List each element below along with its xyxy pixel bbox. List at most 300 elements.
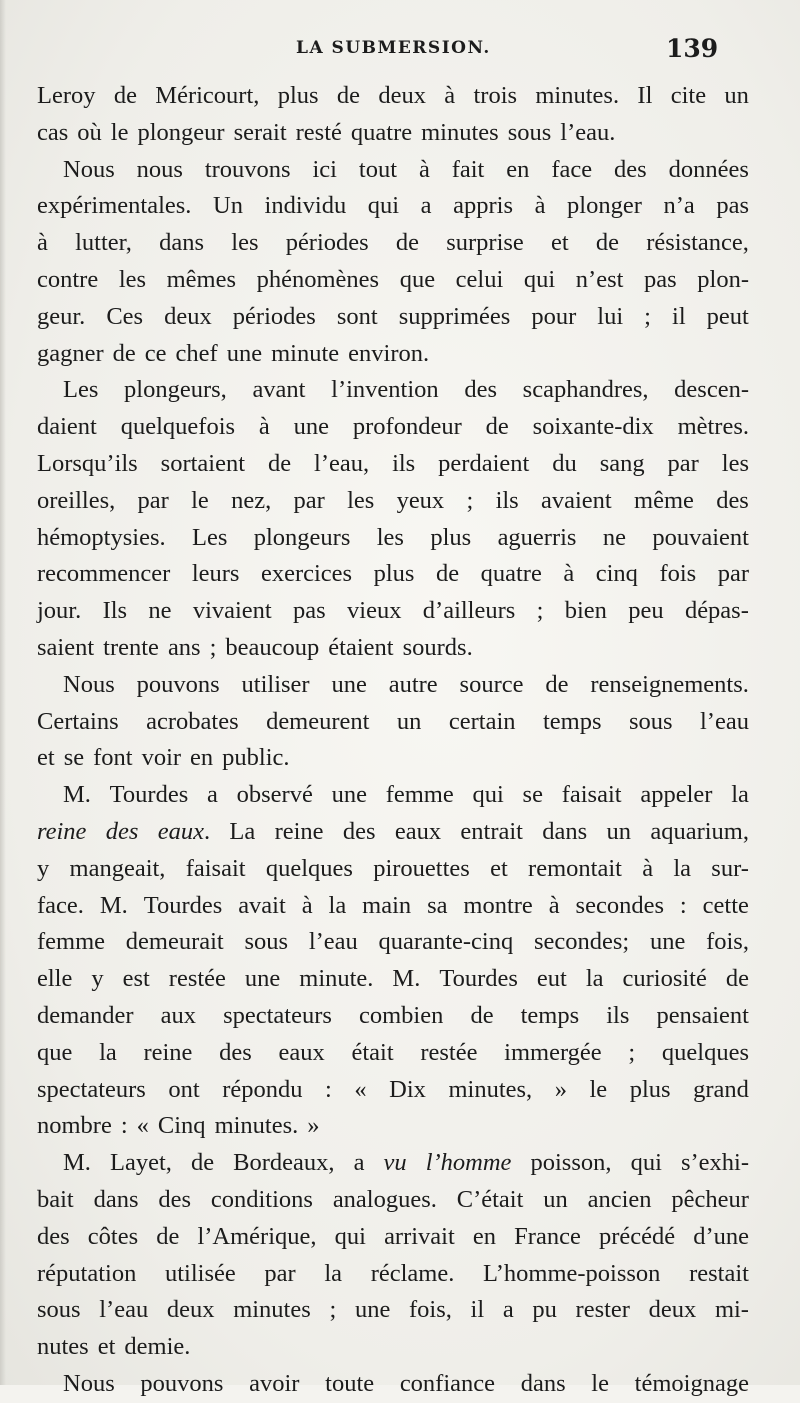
word: l’homme — [425, 1149, 512, 1177]
page-number: 139 — [666, 34, 719, 63]
word: entrait — [460, 817, 523, 845]
word: de — [470, 1001, 494, 1029]
word: pu — [532, 1296, 557, 1324]
word: soixante-dix — [532, 413, 654, 441]
word: était — [351, 1038, 394, 1066]
word: perdaient — [438, 449, 530, 477]
text-line — [37, 1072, 749, 1109]
word: montre — [463, 891, 533, 919]
word: M. — [392, 965, 421, 993]
word: secondes; — [533, 928, 630, 956]
word: pêcheur — [671, 1185, 749, 1213]
word: reine — [143, 1038, 193, 1066]
word: pouvaient — [652, 523, 749, 551]
word: pensaient — [656, 1001, 749, 1029]
word: demie. — [124, 1333, 191, 1361]
word: mètres. — [677, 413, 749, 441]
word: l’Amérique, — [197, 1222, 317, 1250]
text-line — [37, 704, 749, 741]
word: Nous — [63, 1369, 115, 1397]
word: resté — [295, 118, 342, 146]
word: appeler — [640, 781, 713, 809]
word: ; — [466, 486, 474, 514]
word: pirouettes — [373, 854, 470, 882]
word: oreilles, — [37, 486, 116, 514]
word: demeurait — [125, 928, 224, 956]
word: a — [502, 1296, 514, 1324]
word: de — [595, 229, 620, 257]
word: M. — [99, 891, 128, 919]
body-text — [37, 78, 749, 1403]
word: cite — [670, 82, 707, 109]
word: certain — [448, 707, 516, 735]
word: un — [543, 1185, 568, 1213]
word: ; — [329, 1296, 337, 1324]
word: temps — [542, 707, 602, 735]
word: conditions — [210, 1185, 313, 1213]
word: à — [258, 413, 270, 441]
word: descen- — [674, 376, 749, 404]
word: ils — [606, 1001, 630, 1029]
word: supprimées — [398, 302, 511, 330]
word: un — [396, 707, 422, 735]
word: plus — [430, 523, 472, 551]
word: avait — [238, 891, 286, 919]
word: ici — [312, 155, 337, 183]
word: a — [353, 1149, 365, 1177]
word: ancien — [587, 1185, 652, 1213]
word: hémoptysies. — [37, 523, 166, 551]
text-line — [37, 1145, 749, 1182]
word: s’exhi- — [680, 1149, 749, 1177]
text-line — [37, 1035, 749, 1072]
word: Layet, — [109, 1149, 172, 1177]
word: minute. — [299, 965, 374, 993]
word: mêmes — [166, 265, 237, 293]
word: d’ailleurs — [422, 597, 516, 625]
word: ce — [144, 339, 167, 367]
word: l’eau — [99, 1296, 149, 1324]
word: des — [614, 155, 647, 183]
word: des — [219, 1038, 252, 1066]
word: plus — [373, 560, 415, 588]
word: contre — [37, 265, 99, 293]
word: tout — [358, 155, 398, 183]
word: l’eau — [700, 707, 749, 735]
word: des — [37, 1222, 70, 1250]
word: périodes — [285, 229, 369, 257]
word: à — [301, 891, 313, 919]
word: des — [342, 817, 376, 845]
word: et — [37, 744, 55, 772]
word: du — [552, 449, 577, 477]
text-line — [37, 1256, 749, 1293]
word: deux — [378, 82, 426, 109]
word: une — [331, 781, 367, 809]
word: côtes — [87, 1222, 139, 1250]
word: toute — [325, 1369, 375, 1397]
word: par — [667, 449, 699, 477]
word: étaient — [328, 633, 394, 661]
word: minutes — [233, 1296, 311, 1324]
word: restée — [420, 1038, 478, 1066]
word: sang — [599, 449, 645, 477]
word: deux — [164, 302, 212, 330]
text-line — [37, 851, 749, 888]
word: minutes. — [214, 1112, 299, 1140]
running-title: LA SUBMERSION. — [296, 38, 491, 58]
word: deux — [166, 1296, 215, 1324]
word: analogues. — [332, 1185, 437, 1213]
word: se — [522, 781, 543, 809]
word: cette — [702, 891, 749, 919]
word: de — [725, 965, 749, 993]
word: plongeurs, — [124, 376, 227, 404]
word: de — [112, 339, 136, 367]
word: à — [444, 82, 456, 109]
word: nombre — [37, 1112, 112, 1140]
word: leurs — [191, 560, 240, 588]
word: sous — [37, 1296, 81, 1324]
word: individu — [264, 192, 347, 220]
word: fois, — [408, 1296, 452, 1324]
word: aquarium, — [650, 817, 749, 845]
text-line — [37, 1219, 749, 1256]
word: la — [673, 854, 692, 882]
word: fait — [451, 155, 485, 183]
word: le — [589, 1075, 608, 1103]
word: appris — [453, 192, 513, 220]
word: face. — [37, 891, 84, 919]
word: France — [514, 1222, 581, 1250]
word: minutes, — [448, 1075, 533, 1103]
word: plus — [277, 82, 319, 109]
word: faisait — [561, 781, 622, 809]
word: remontait — [528, 854, 622, 882]
word: en — [472, 1222, 497, 1250]
text-line — [37, 520, 749, 557]
word: sous — [628, 707, 673, 735]
word: » — [307, 1112, 320, 1140]
word: y — [91, 965, 104, 993]
word: quatre — [480, 560, 542, 588]
word: eaux. — [157, 817, 211, 845]
word: l’invention — [331, 376, 439, 404]
word: utilisée — [164, 1259, 236, 1287]
word: Tourdes — [109, 781, 189, 809]
word: cas — [37, 118, 69, 146]
word: sur- — [711, 854, 749, 882]
word: qui — [523, 265, 556, 293]
word: source — [459, 670, 524, 698]
word: quelquefois — [120, 413, 236, 441]
word: dépas- — [684, 597, 749, 625]
word: minute — [271, 339, 340, 367]
word: ne — [602, 523, 626, 551]
word: nutes — [37, 1333, 89, 1361]
page-header — [0, 32, 800, 72]
word: témoignage — [634, 1369, 749, 1397]
word: un — [724, 82, 749, 109]
word: : — [325, 1075, 332, 1103]
word: plongeurs — [253, 523, 351, 551]
word: saient — [37, 633, 95, 661]
word: il — [470, 1296, 485, 1324]
word: vu — [383, 1149, 407, 1177]
word: réputation — [37, 1259, 137, 1287]
word: de — [435, 560, 460, 588]
text-line — [37, 188, 749, 225]
word: cinq — [595, 560, 638, 588]
word: nez, — [231, 486, 272, 514]
word: Nous — [63, 670, 115, 698]
text-line — [37, 888, 749, 925]
word: les — [231, 229, 259, 257]
text-line — [37, 299, 749, 336]
word: utiliser — [241, 670, 310, 698]
word: de — [156, 1222, 180, 1250]
word: Les — [63, 376, 99, 404]
word: Ces — [106, 302, 144, 330]
word: que — [37, 1038, 73, 1066]
word: celui — [455, 265, 504, 293]
word: secondes — [575, 891, 664, 919]
word: beaucoup — [225, 633, 320, 661]
word: de — [113, 82, 137, 109]
word: femme — [37, 928, 106, 956]
word: une — [293, 413, 330, 441]
word: des — [105, 817, 139, 845]
word: Tourdes — [143, 891, 223, 919]
word: temps — [520, 1001, 580, 1029]
word: « — [136, 1112, 149, 1140]
word: reine — [274, 817, 324, 845]
word: femme — [385, 781, 454, 809]
word: font — [93, 744, 133, 772]
word: daient — [37, 413, 97, 441]
word: « — [354, 1075, 367, 1103]
word: bait — [37, 1185, 74, 1213]
word: ; — [209, 633, 217, 661]
word: pas — [293, 597, 326, 625]
word: lui — [597, 302, 624, 330]
word: ils — [495, 486, 519, 514]
word: le — [591, 1369, 609, 1397]
word: et — [490, 854, 508, 882]
word: avaient — [541, 486, 612, 514]
word: sortaient — [160, 449, 246, 477]
word: à — [534, 192, 546, 220]
word: Méricourt, — [155, 82, 260, 109]
word: Il — [637, 82, 653, 109]
text-line — [37, 777, 749, 814]
text-line — [37, 961, 749, 998]
text-line — [37, 446, 749, 483]
word: dans — [159, 229, 205, 257]
word: un — [606, 817, 632, 845]
word: d’une — [693, 1222, 749, 1250]
word: de — [395, 229, 420, 257]
word: à — [642, 854, 654, 882]
word: eaux — [278, 1038, 325, 1066]
word: » — [554, 1075, 567, 1103]
word: geur. — [37, 302, 86, 330]
word: nous — [136, 155, 183, 183]
word: qui — [472, 781, 504, 809]
word: restait — [689, 1259, 749, 1287]
word: observé — [236, 781, 313, 809]
text-line — [37, 740, 749, 777]
word: Un — [213, 192, 243, 220]
word: à — [37, 229, 48, 257]
word: exercices — [260, 560, 353, 588]
word: résistance, — [646, 229, 749, 257]
word: des — [158, 1185, 192, 1213]
text-line — [37, 924, 749, 961]
page-edge-shadow — [0, 0, 6, 1385]
word: n’a — [663, 192, 695, 220]
word: a — [420, 192, 432, 220]
word: pas — [644, 265, 677, 293]
word: Dix — [389, 1075, 426, 1103]
word: qui — [367, 192, 400, 220]
word: dans — [93, 1185, 139, 1213]
text-line — [37, 336, 749, 373]
word: où — [77, 118, 102, 146]
word: autre — [388, 670, 438, 698]
word: demander — [37, 1001, 134, 1029]
text-line — [37, 1292, 749, 1329]
word: de — [336, 82, 360, 109]
word: Leroy — [37, 82, 96, 109]
word: Tourdes — [439, 965, 518, 993]
word: l’eau — [308, 928, 358, 956]
word: en — [506, 155, 530, 183]
word: quatre — [350, 118, 413, 146]
word: quelques — [265, 854, 353, 882]
word: poisson, — [530, 1149, 612, 1177]
word: face — [551, 155, 593, 183]
word: le — [110, 118, 129, 146]
word: l’eau. — [560, 118, 616, 146]
word: gagner — [37, 339, 104, 367]
word: que — [399, 265, 436, 293]
word: de — [267, 449, 292, 477]
word: renseignements. — [590, 670, 749, 698]
word: des — [716, 486, 749, 514]
text-line — [37, 630, 749, 667]
word: rester — [575, 1296, 630, 1324]
word: sa — [427, 891, 448, 919]
word: arrivait — [384, 1222, 455, 1250]
word: par — [293, 486, 325, 514]
word: acrobates — [146, 707, 239, 735]
word: la — [328, 891, 347, 919]
word: une — [244, 965, 281, 993]
word: voir — [141, 744, 182, 772]
word: ils — [392, 449, 416, 477]
word: profondeur — [352, 413, 462, 441]
word: Ils — [102, 597, 128, 625]
word: même — [634, 486, 694, 514]
word: La — [229, 817, 256, 845]
text-line — [37, 409, 749, 446]
word: données — [668, 155, 749, 183]
word: yeux — [396, 486, 445, 514]
word: combien — [359, 1001, 444, 1029]
text-line — [37, 1329, 749, 1366]
text-line — [37, 372, 749, 409]
word: quelques — [661, 1038, 749, 1066]
text-line — [37, 225, 749, 262]
word: est — [122, 965, 150, 993]
word: peu — [628, 597, 664, 625]
word: quarante-cinq — [378, 928, 514, 956]
word: des — [464, 376, 497, 404]
word: y — [37, 854, 50, 882]
word: ans — [167, 633, 201, 661]
word: faisait — [185, 854, 246, 882]
text-line — [37, 556, 749, 593]
word: jour. — [37, 597, 82, 625]
word: pas — [716, 192, 749, 220]
word: L’homme-poisson — [483, 1259, 661, 1287]
text-line — [37, 262, 749, 299]
word: vivaient — [192, 597, 272, 625]
word: spectateurs — [223, 1001, 332, 1029]
word: les — [347, 486, 375, 514]
word: aux — [160, 1001, 197, 1029]
word: chef — [175, 339, 218, 367]
word: en — [190, 744, 214, 772]
word: une — [331, 670, 367, 698]
word: de — [485, 413, 509, 441]
word: la — [99, 1038, 117, 1066]
word: répondu — [222, 1075, 303, 1103]
word: M. — [63, 1149, 91, 1177]
word: ; — [644, 302, 651, 330]
word: avoir — [249, 1369, 300, 1397]
word: les — [721, 449, 749, 477]
word: public. — [222, 744, 290, 772]
word: les — [118, 265, 147, 293]
word: ne — [148, 597, 172, 625]
word: par — [137, 486, 169, 514]
word: recommencer — [37, 560, 171, 588]
word: pour — [531, 302, 577, 330]
word: peut — [706, 302, 749, 330]
text-line — [37, 814, 749, 851]
word: sont — [336, 302, 378, 330]
word: lutter, — [75, 229, 132, 257]
word: qui — [630, 1149, 662, 1177]
word: serait — [233, 118, 287, 146]
word: de — [545, 670, 569, 698]
word: dans — [520, 1369, 566, 1397]
word: spectateurs — [37, 1075, 146, 1103]
word: fois — [659, 560, 697, 588]
word: deux — [648, 1296, 697, 1324]
text-line — [37, 998, 749, 1035]
word: vieux — [347, 597, 402, 625]
word: de — [190, 1149, 215, 1177]
word: trois — [473, 82, 518, 109]
text-line — [37, 115, 749, 152]
word: ont — [168, 1075, 200, 1103]
text-line — [37, 1182, 749, 1219]
word: par — [264, 1259, 296, 1287]
word: elle — [37, 965, 73, 993]
